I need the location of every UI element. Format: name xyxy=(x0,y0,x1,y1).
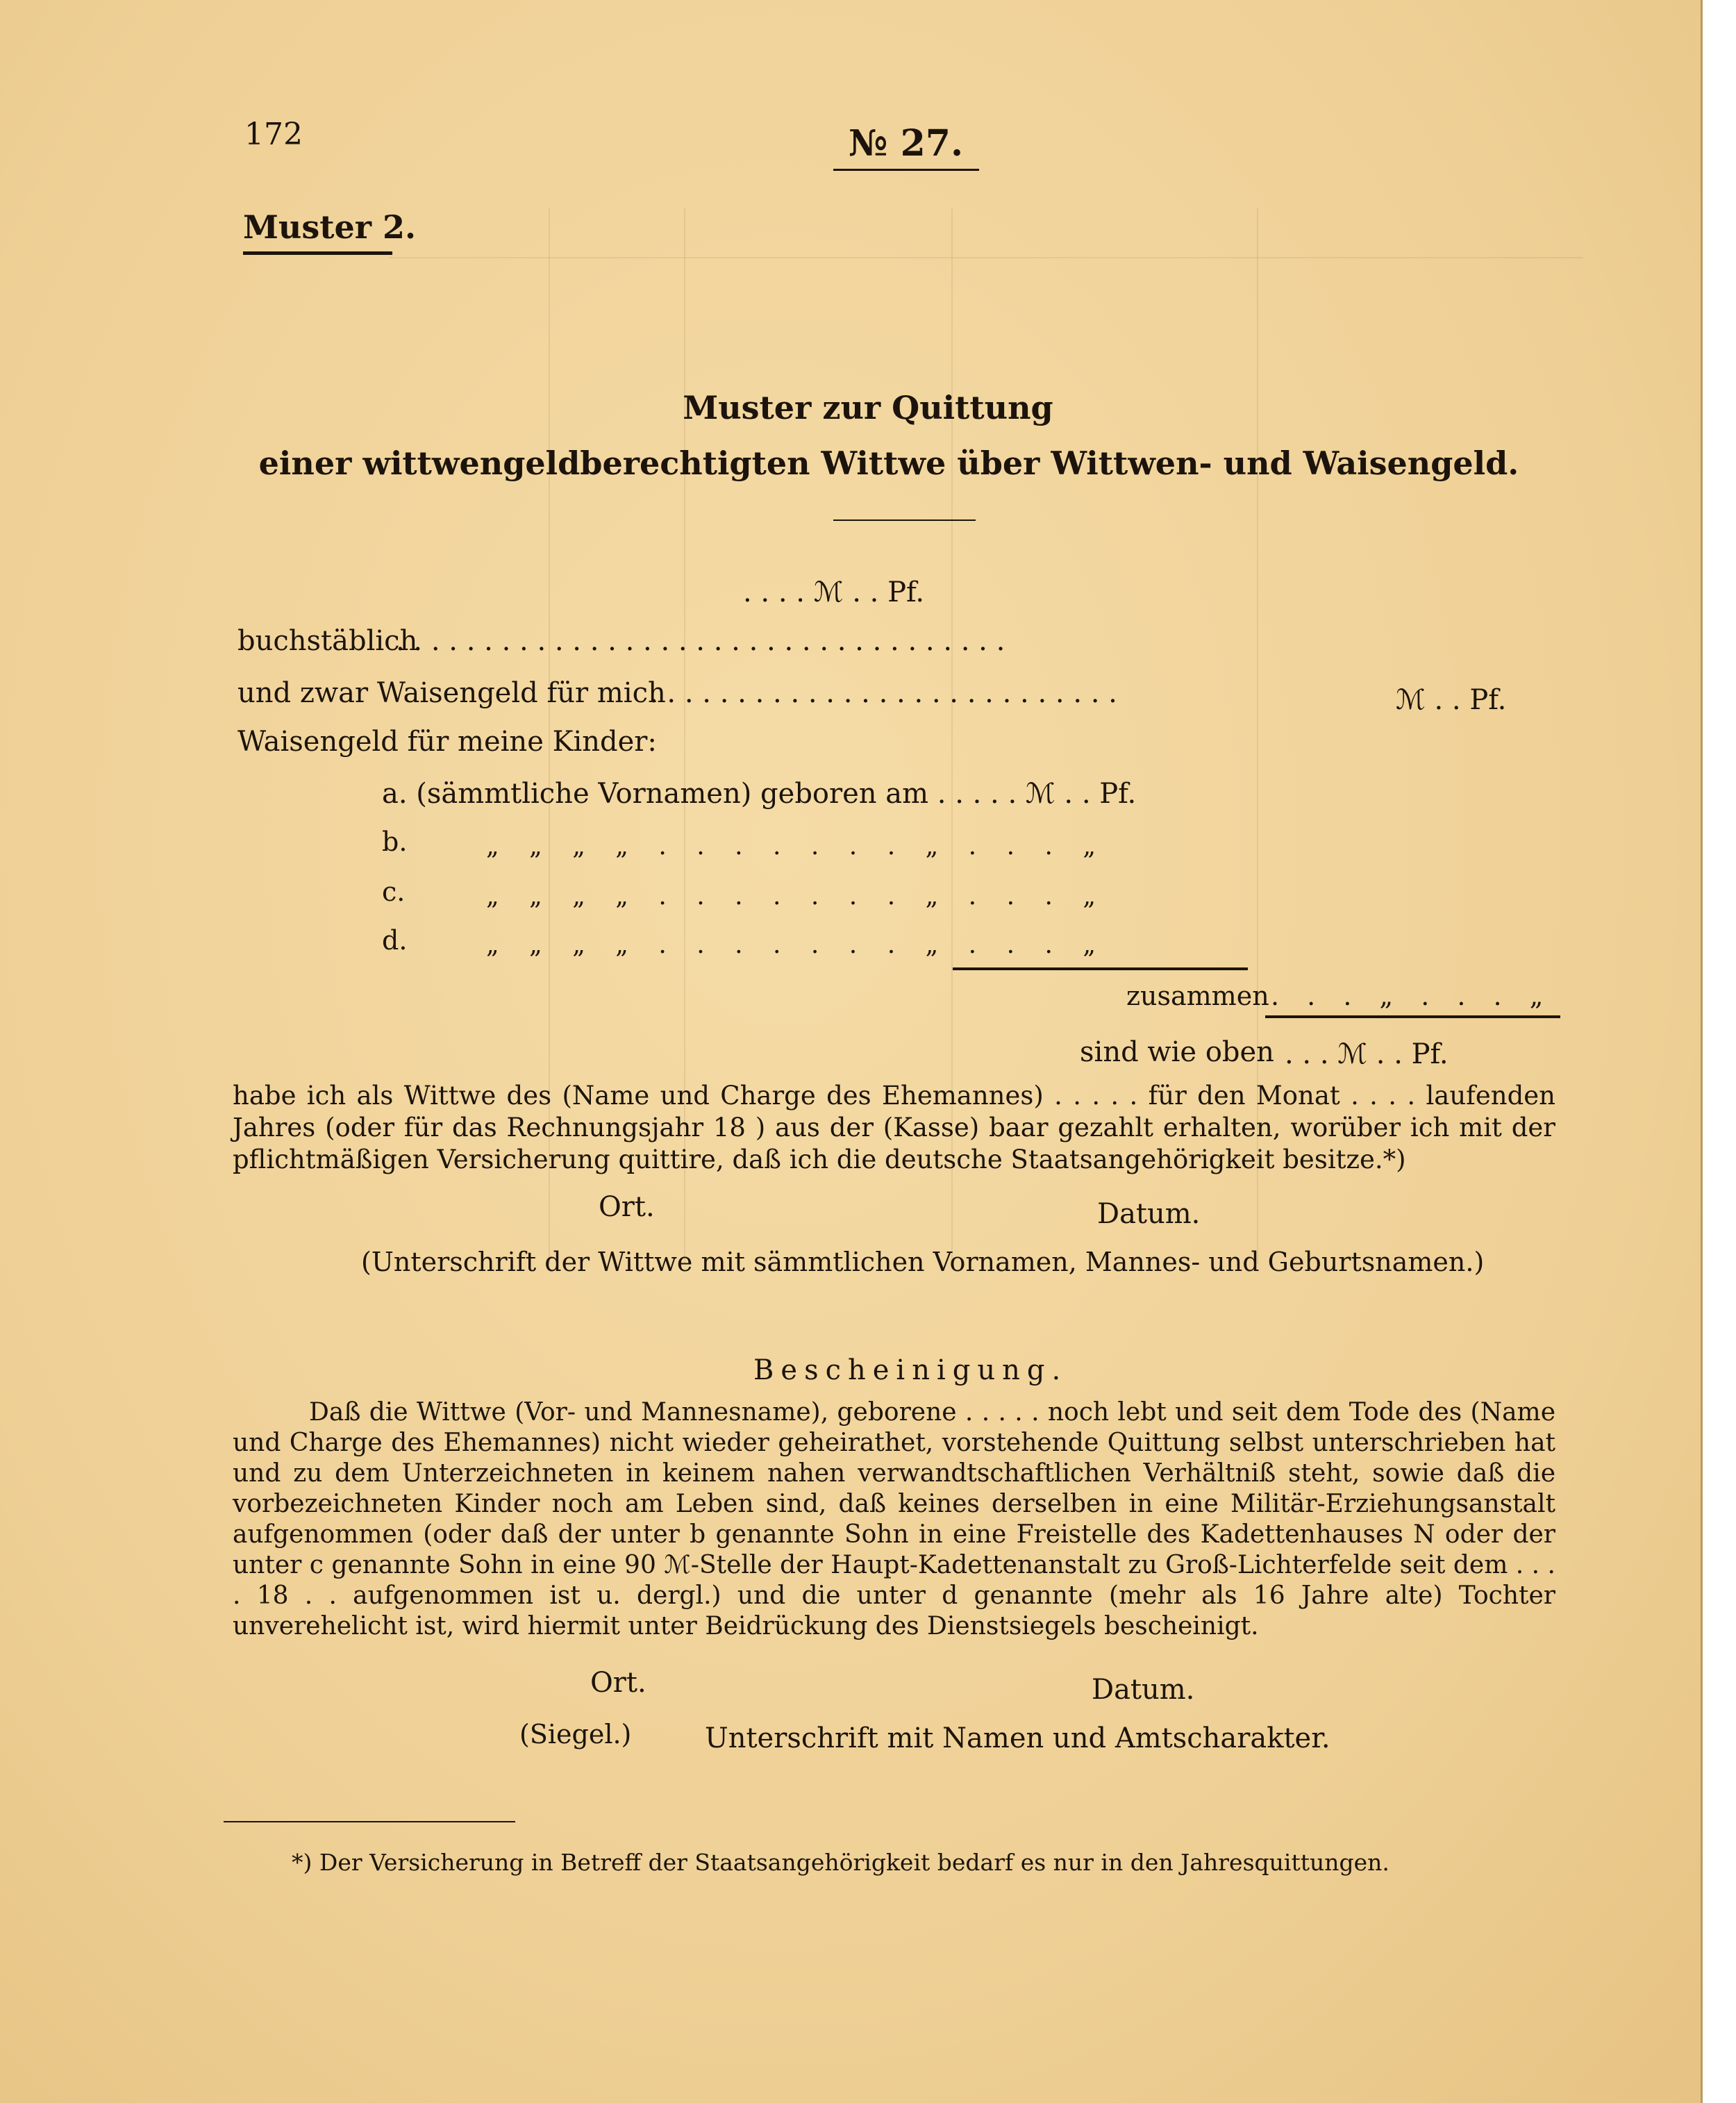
issue-number: № 27. xyxy=(849,122,964,165)
receipt-ort: Ort. xyxy=(599,1191,655,1223)
section-underline xyxy=(243,251,392,255)
child-b-label: b. xyxy=(382,826,408,857)
waisengeld-mich-label: und zwar Waisengeld für mich xyxy=(237,677,666,709)
title-line-1: Muster zur Quittung xyxy=(683,389,1053,426)
scan-border xyxy=(1703,0,1736,2103)
child-a-row: a. (sämmtliche Vornamen) geboren am . . . . . ℳ . . Pf. xyxy=(382,778,1137,810)
certificate-ort: Ort. xyxy=(590,1667,646,1699)
footnote: *) Der Versicherung in Betreff der Staatsangehörigkeit bedarf es nur in den Jahresquittungen. xyxy=(292,1849,1389,1876)
zusammen-marks: . . . „ . . . „ xyxy=(1271,981,1553,1011)
receipt-datum: Datum. xyxy=(1097,1198,1201,1230)
section-label: Muster 2. xyxy=(243,208,417,246)
waisengeld-mich-dots: . . . . . . . . . . . . . . . . . . . . . . . . . . . xyxy=(649,677,1117,709)
title-rule xyxy=(833,519,976,521)
receipt-paragraph: habe ich als Wittwe des (Name und Charge des Ehemannes) . . . . . für den Monat . . . . laufenden Jahres (oder für das Rechnungsjahr 18 ) aus der (Kasse) baar gezahlt erhalten, worüber ich mit der pflichtmäßigen Versicherung quittire, daß ich die deutsche Staatsangehörigkeit besitze.*) xyxy=(233,1081,1555,1174)
bescheinigung-paragraph: Daß die Wittwe (Vor- und Mannesname), geborene . . . . . noch lebt und seit dem Tode des (Name und Charge des Ehemannes) nicht wieder geheirathet, vorstehende Quittung selbst unterschrieben hat und zu dem Unterzeichneten in keinem nahen verwandtschaftlichen Verhältniß steht, sowie daß die vorbezeichneten Kinder noch am Leben sind, daß keines derselben in eine Militär-Erziehungsanstalt aufgenommen (oder daß der unter b genannte Sohn in eine Freistelle des Kadettenhauses N oder der unter c genannte Sohn in eine 90 ℳ-Stelle der Haupt-Kadettenanstalt zu Groß-Lichterfelde seit dem . . . . 18 . . aufgenommen ist u. dergl.) und die unter d genannte (mehr als 16 Jahre alte) Tochter unverehelicht ist, wird hiermit unter Beidrückung des Dienstsiegels bescheinigt. xyxy=(233,1398,1555,1640)
official-signature-line: Unterschrift mit Namen und Amtscharakter. xyxy=(705,1722,1330,1754)
bescheinigung-heading: Bescheinigung. xyxy=(753,1354,1068,1386)
child-c-label: c. xyxy=(382,876,406,907)
total-amount-row: . . . . ℳ . . Pf. xyxy=(743,576,925,608)
buchstaeblich-label: buchstäblich xyxy=(237,625,418,657)
siegel-label: (Siegel.) xyxy=(519,1719,632,1749)
child-d-label: d. xyxy=(382,925,408,956)
child-b-marks: „ „ „ „ . . . . . . . „ . . . „ xyxy=(486,832,1107,861)
subtotal-rule xyxy=(953,967,1248,970)
sind-wie-oben-label: sind wie oben xyxy=(1080,1036,1274,1068)
title-line-2: einer wittwengeldberechtigten Wittwe über Wittwen- und Waisengeld. xyxy=(258,444,1519,482)
kinder-label: Waisengeld für meine Kinder: xyxy=(237,726,657,758)
certificate-datum: Datum. xyxy=(1092,1674,1195,1706)
header-rule xyxy=(833,169,979,171)
child-d-marks: „ „ „ „ . . . . . . . „ . . . „ xyxy=(486,931,1107,959)
sind-wie-oben-marks: . . . ℳ . . Pf. xyxy=(1285,1038,1449,1070)
buchstaeblich-dots: . . . . . . . . . . . . . . . . . . . . . . . . . . . . . . . . . . . xyxy=(396,625,1005,657)
bleed-through-line xyxy=(389,257,1583,258)
waisengeld-mich-unit: ℳ . . Pf. xyxy=(1396,684,1507,716)
page-number: 172 xyxy=(244,117,303,152)
footnote-rule xyxy=(224,1821,515,1822)
total-rule xyxy=(1265,1015,1560,1018)
widow-signature-line: (Unterschrift der Wittwe mit sämmtlichen Vornamen, Mannes- und Geburtsnamen.) xyxy=(361,1247,1485,1277)
zusammen-label: zusammen xyxy=(1126,981,1269,1011)
child-c-marks: „ „ „ „ . . . . . . . „ . . . „ xyxy=(486,882,1107,911)
